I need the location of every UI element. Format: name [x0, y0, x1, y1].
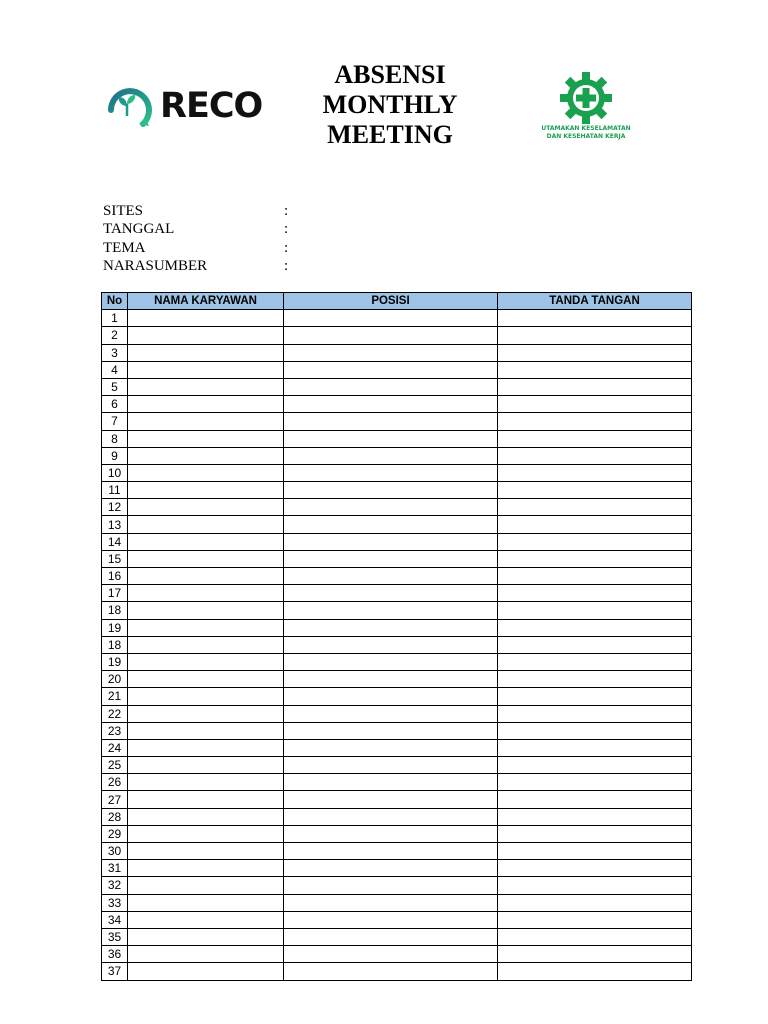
position-cell[interactable]: [284, 963, 498, 980]
position-cell[interactable]: [284, 671, 498, 688]
table-row: [102, 482, 692, 499]
row-number: 33: [102, 894, 128, 911]
info-colon: :: [284, 203, 289, 219]
position-cell[interactable]: [284, 653, 498, 670]
name-cell[interactable]: [128, 361, 284, 378]
column-header-tanda-tangan: TANDA TANGAN: [498, 293, 692, 310]
row-number: 12: [102, 499, 128, 516]
table-row: [102, 619, 692, 636]
name-cell[interactable]: [128, 774, 284, 791]
row-number: 3: [102, 344, 128, 361]
name-cell[interactable]: [128, 877, 284, 894]
table-row: [102, 344, 692, 361]
name-cell[interactable]: [128, 585, 284, 602]
attendance-table: [101, 292, 692, 981]
table-row: [102, 533, 692, 550]
name-cell[interactable]: [128, 705, 284, 722]
position-cell[interactable]: [284, 516, 498, 533]
row-number: 5: [102, 378, 128, 395]
position-cell[interactable]: [284, 568, 498, 585]
signature-cell[interactable]: [498, 911, 692, 928]
signature-cell[interactable]: [498, 602, 692, 619]
row-number: 2: [102, 327, 128, 344]
info-row-narasumber: [103, 257, 303, 275]
table-row: [102, 464, 692, 481]
name-cell[interactable]: [128, 636, 284, 653]
signature-cell[interactable]: [498, 722, 692, 739]
position-cell[interactable]: [284, 413, 498, 430]
position-cell[interactable]: [284, 533, 498, 550]
row-number: 4: [102, 361, 128, 378]
info-row-tanggal: [103, 220, 303, 238]
gear-cross-icon: [536, 72, 636, 124]
signature-cell[interactable]: [498, 482, 692, 499]
table-row: [102, 894, 692, 911]
position-cell[interactable]: [284, 808, 498, 825]
document-title: [290, 60, 490, 150]
table-row: [102, 447, 692, 464]
title-line: MONTHLY: [322, 90, 458, 119]
name-cell[interactable]: [128, 688, 284, 705]
signature-cell[interactable]: [498, 877, 692, 894]
name-cell[interactable]: [128, 533, 284, 550]
table-header-row: [102, 293, 692, 310]
column-header-nama: NAMA KARYAWAN: [128, 293, 284, 310]
position-cell[interactable]: [284, 327, 498, 344]
table-row: [102, 705, 692, 722]
row-number: 15: [102, 550, 128, 567]
position-cell[interactable]: [284, 361, 498, 378]
row-number: 9: [102, 447, 128, 464]
name-cell[interactable]: [128, 550, 284, 567]
position-cell[interactable]: [284, 757, 498, 774]
table-row: [102, 413, 692, 430]
column-header-posisi: POSISI: [284, 293, 498, 310]
name-cell[interactable]: [128, 653, 284, 670]
signature-cell[interactable]: [498, 963, 692, 980]
table-row: [102, 757, 692, 774]
row-number: 16: [102, 568, 128, 585]
table-row: [102, 928, 692, 945]
name-cell[interactable]: [128, 825, 284, 842]
row-number: 8: [102, 430, 128, 447]
row-number: 1: [102, 310, 128, 327]
table-row: [102, 946, 692, 963]
name-cell[interactable]: [128, 499, 284, 516]
name-cell[interactable]: [128, 310, 284, 327]
row-number: 19: [102, 619, 128, 636]
reco-wordmark: RECO: [160, 86, 263, 126]
row-number: 29: [102, 825, 128, 842]
info-colon: :: [284, 239, 289, 256]
signature-cell[interactable]: [498, 396, 692, 413]
signature-cell[interactable]: [498, 757, 692, 774]
position-cell[interactable]: [284, 464, 498, 481]
row-number: 27: [102, 791, 128, 808]
name-cell[interactable]: [128, 928, 284, 945]
position-cell[interactable]: [284, 550, 498, 567]
title-line: MEETING: [327, 120, 453, 149]
table-row: [102, 636, 692, 653]
signature-cell[interactable]: [498, 327, 692, 344]
signature-cell[interactable]: [498, 447, 692, 464]
name-cell[interactable]: [128, 568, 284, 585]
name-cell[interactable]: [128, 860, 284, 877]
row-number: 34: [102, 911, 128, 928]
position-cell[interactable]: [284, 791, 498, 808]
position-cell[interactable]: [284, 344, 498, 361]
table-row: [102, 568, 692, 585]
position-cell[interactable]: [284, 396, 498, 413]
table-row: [102, 825, 692, 842]
signature-cell[interactable]: [498, 825, 692, 842]
table-row: [102, 963, 692, 980]
signature-cell[interactable]: [498, 928, 692, 945]
meeting-info: [103, 202, 303, 276]
row-number: 10: [102, 464, 128, 481]
name-cell[interactable]: [128, 739, 284, 756]
position-cell[interactable]: [284, 843, 498, 860]
position-cell[interactable]: [284, 482, 498, 499]
row-number: 18: [102, 602, 128, 619]
info-colon: :: [284, 258, 289, 275]
name-cell[interactable]: [128, 378, 284, 395]
row-number: 21: [102, 688, 128, 705]
info-row-tema: [103, 239, 303, 257]
row-number: 30: [102, 843, 128, 860]
table-row: [102, 499, 692, 516]
column-header-no: No: [102, 293, 128, 310]
name-cell[interactable]: [128, 344, 284, 361]
position-cell[interactable]: [284, 928, 498, 945]
info-label: SITES: [103, 203, 144, 219]
table-row: [102, 516, 692, 533]
table-row: [102, 430, 692, 447]
row-number: 13: [102, 516, 128, 533]
row-number: 26: [102, 774, 128, 791]
name-cell[interactable]: [128, 894, 284, 911]
signature-cell[interactable]: [498, 860, 692, 877]
table-row: [102, 378, 692, 395]
name-cell[interactable]: [128, 396, 284, 413]
position-cell[interactable]: [284, 447, 498, 464]
k3-logo: [536, 72, 636, 144]
signature-cell[interactable]: [498, 946, 692, 963]
row-number: 36: [102, 946, 128, 963]
signature-cell[interactable]: [498, 413, 692, 430]
position-cell[interactable]: [284, 430, 498, 447]
row-number: 31: [102, 860, 128, 877]
row-number: 7: [102, 413, 128, 430]
table-row: [102, 739, 692, 756]
position-cell[interactable]: [284, 946, 498, 963]
signature-cell[interactable]: [498, 516, 692, 533]
attendance-rows: [102, 310, 692, 980]
table-row: [102, 585, 692, 602]
position-cell[interactable]: [284, 894, 498, 911]
row-number: 18: [102, 636, 128, 653]
row-number: 32: [102, 877, 128, 894]
signature-cell[interactable]: [498, 791, 692, 808]
position-cell[interactable]: [284, 860, 498, 877]
table-row: [102, 361, 692, 378]
signature-cell[interactable]: [498, 619, 692, 636]
signature-cell[interactable]: [498, 653, 692, 670]
position-cell[interactable]: [284, 688, 498, 705]
table-row: [102, 860, 692, 877]
reco-leaf-icon: [103, 80, 157, 134]
row-number: 28: [102, 808, 128, 825]
name-cell[interactable]: [128, 619, 284, 636]
table-row: [102, 671, 692, 688]
name-cell[interactable]: [128, 447, 284, 464]
name-cell[interactable]: [128, 671, 284, 688]
info-row-sites: [103, 202, 303, 220]
table-row: [102, 688, 692, 705]
signature-cell[interactable]: [498, 774, 692, 791]
name-cell[interactable]: [128, 911, 284, 928]
row-number: 19: [102, 653, 128, 670]
position-cell[interactable]: [284, 619, 498, 636]
info-label: TEMA: [103, 239, 146, 256]
name-cell[interactable]: [128, 963, 284, 980]
signature-cell[interactable]: [498, 808, 692, 825]
row-number: 37: [102, 963, 128, 980]
table-row: [102, 774, 692, 791]
signature-cell[interactable]: [498, 533, 692, 550]
signature-cell[interactable]: [498, 894, 692, 911]
k3-caption: UTAMAKAN KESELAMATAN DAN KESEHATAN KERJA: [541, 125, 631, 140]
name-cell[interactable]: [128, 602, 284, 619]
info-label: NARASUMBER: [103, 258, 208, 275]
name-cell[interactable]: [128, 430, 284, 447]
title-line: ABSENSI: [334, 60, 446, 89]
position-cell[interactable]: [284, 705, 498, 722]
row-number: 23: [102, 722, 128, 739]
signature-cell[interactable]: [498, 464, 692, 481]
name-cell[interactable]: [128, 791, 284, 808]
position-cell[interactable]: [284, 825, 498, 842]
signature-cell[interactable]: [498, 378, 692, 395]
reco-logo: [103, 80, 273, 134]
signature-cell[interactable]: [498, 430, 692, 447]
name-cell[interactable]: [128, 843, 284, 860]
position-cell[interactable]: [284, 774, 498, 791]
signature-cell[interactable]: [498, 585, 692, 602]
name-cell[interactable]: [128, 516, 284, 533]
table-row: [102, 327, 692, 344]
table-row: [102, 808, 692, 825]
signature-cell[interactable]: [498, 361, 692, 378]
position-cell[interactable]: [284, 877, 498, 894]
name-cell[interactable]: [128, 808, 284, 825]
name-cell[interactable]: [128, 946, 284, 963]
table-row: [102, 911, 692, 928]
position-cell[interactable]: [284, 722, 498, 739]
row-number: 25: [102, 757, 128, 774]
table-row: [102, 396, 692, 413]
name-cell[interactable]: [128, 757, 284, 774]
name-cell[interactable]: [128, 482, 284, 499]
position-cell[interactable]: [284, 499, 498, 516]
position-cell[interactable]: [284, 739, 498, 756]
position-cell[interactable]: [284, 378, 498, 395]
position-cell[interactable]: [284, 310, 498, 327]
table-row: [102, 722, 692, 739]
name-cell[interactable]: [128, 464, 284, 481]
signature-cell[interactable]: [498, 550, 692, 567]
name-cell[interactable]: [128, 413, 284, 430]
table-row: [102, 843, 692, 860]
position-cell[interactable]: [284, 602, 498, 619]
table-row: [102, 653, 692, 670]
signature-cell[interactable]: [498, 843, 692, 860]
row-number: 14: [102, 533, 128, 550]
signature-cell[interactable]: [498, 739, 692, 756]
table-row: [102, 877, 692, 894]
name-cell[interactable]: [128, 722, 284, 739]
row-number: 20: [102, 671, 128, 688]
position-cell[interactable]: [284, 911, 498, 928]
row-number: 35: [102, 928, 128, 945]
position-cell[interactable]: [284, 636, 498, 653]
signature-cell[interactable]: [498, 688, 692, 705]
signature-cell[interactable]: [498, 636, 692, 653]
row-number: 11: [102, 482, 128, 499]
signature-cell[interactable]: [498, 499, 692, 516]
row-number: 17: [102, 585, 128, 602]
name-cell[interactable]: [128, 327, 284, 344]
table-row: [102, 791, 692, 808]
signature-cell[interactable]: [498, 671, 692, 688]
info-label: TANGGAL: [103, 221, 175, 238]
signature-cell[interactable]: [498, 568, 692, 585]
row-number: 6: [102, 396, 128, 413]
position-cell[interactable]: [284, 585, 498, 602]
signature-cell[interactable]: [498, 310, 692, 327]
row-number: 24: [102, 739, 128, 756]
signature-cell[interactable]: [498, 705, 692, 722]
table-row: [102, 550, 692, 567]
info-colon: :: [284, 221, 289, 238]
table-row: [102, 310, 692, 327]
table-row: [102, 602, 692, 619]
signature-cell[interactable]: [498, 344, 692, 361]
row-number: 22: [102, 705, 128, 722]
